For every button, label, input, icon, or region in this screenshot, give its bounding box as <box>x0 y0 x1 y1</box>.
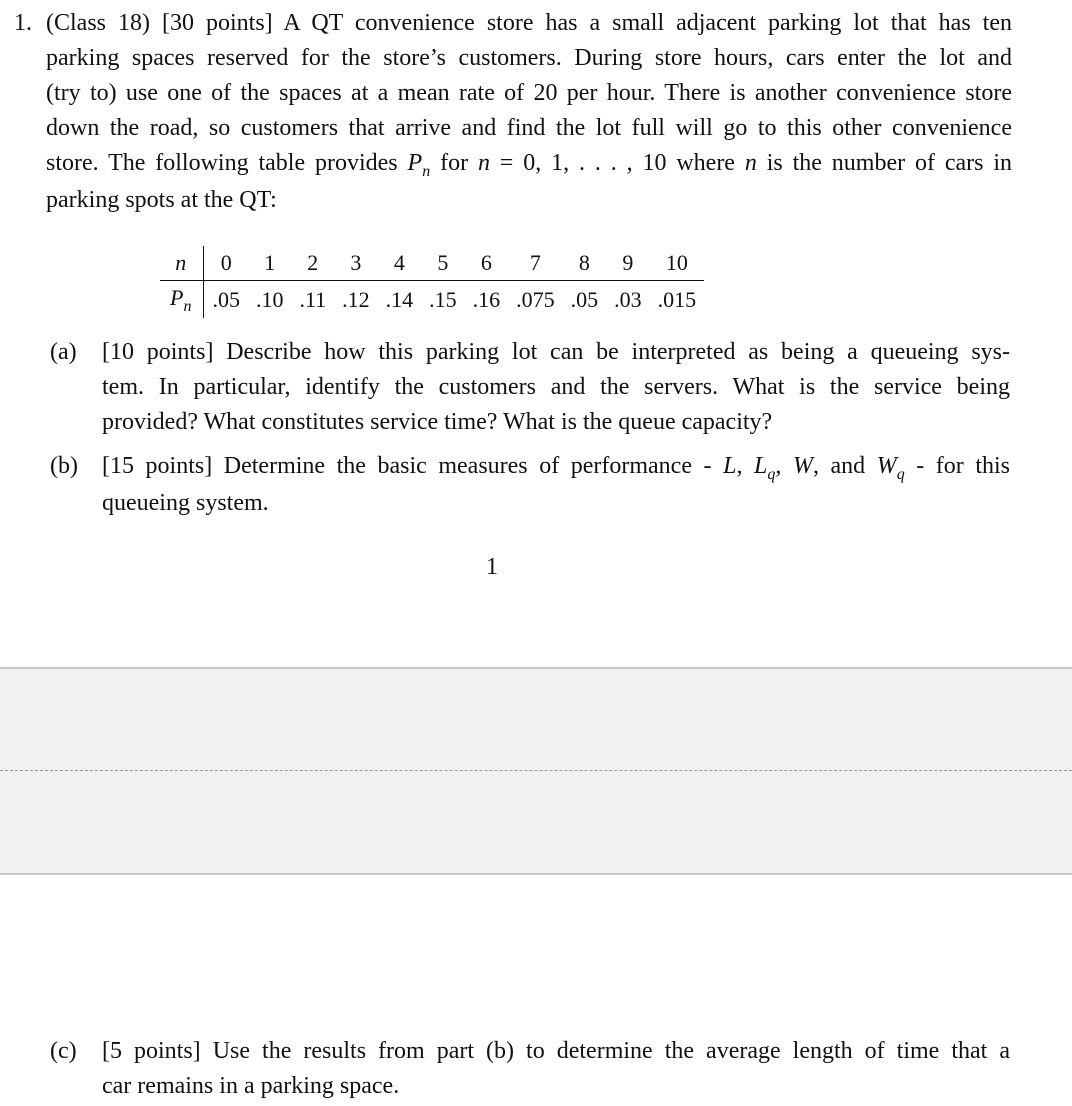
table-cell-n: 6 <box>465 246 509 281</box>
part-b-line-2: queueing system. <box>102 490 269 516</box>
comma: , <box>775 453 793 479</box>
line5-part-b: for <box>430 150 478 176</box>
math-n-2: n <box>744 150 757 176</box>
page-break-dashed-line <box>0 770 1072 771</box>
table-cell-p: .16 <box>472 286 501 312</box>
table-cell-p: .015 <box>657 286 697 312</box>
part-c-label: (c) <box>50 1038 77 1064</box>
part-c-text <box>102 1034 1010 1104</box>
table-cell-n: 1 <box>248 246 292 281</box>
table-cell-n: 8 <box>563 246 607 281</box>
line5-part-a: store. The following table provides <box>46 150 408 176</box>
table-cell-n: 0 <box>204 246 248 281</box>
part-b <box>50 449 1012 524</box>
part-b-label: (b) <box>50 453 78 479</box>
table-cell-p: .05 <box>212 286 240 312</box>
table-cell-n: 2 <box>291 246 334 281</box>
math-subscript-n: n <box>422 163 431 180</box>
question-line-5 <box>46 146 1012 183</box>
table-cell-n: 7 <box>508 246 563 281</box>
table-cell-n: 10 <box>650 246 705 281</box>
math-L: L <box>723 453 737 479</box>
table-header-n: n <box>160 246 204 281</box>
question-line-1: (Class 18) [30 points] A QT convenience store has a small adjacent parking lot that has ten <box>46 10 1012 36</box>
line5-part-d: is the number of cars in <box>756 150 1013 176</box>
table-cell-n: 4 <box>378 246 422 281</box>
table-cell-p: .15 <box>429 286 457 312</box>
table-row-n <box>160 246 704 281</box>
math-Wq: W <box>876 453 897 479</box>
table-cell-p: .03 <box>614 286 642 312</box>
part-a-label: (a) <box>50 339 77 365</box>
table-cell-n: 5 <box>421 246 465 281</box>
part-a-line-1: [10 points] Describe how this parking lot can be interpreted as being a queueing sys- <box>102 339 1010 365</box>
part-b-text-a: [15 points] Determine the basic measures of performance - <box>102 453 724 479</box>
part-c <box>50 1034 1012 1106</box>
page-break-gap <box>0 667 1072 875</box>
table-cell-p: .075 <box>516 286 555 312</box>
table-cell-n: 3 <box>334 246 378 281</box>
math-P: P <box>407 150 423 176</box>
part-a <box>50 335 1012 445</box>
table-cell-p: .05 <box>570 286 599 312</box>
question-line-4: down the road, so customers that arrive and find the lot full will go to this other convenience <box>46 115 1012 141</box>
math-n: n <box>477 150 490 176</box>
part-a-text <box>102 335 1010 440</box>
header-P-subscript: n <box>183 298 192 315</box>
math-subscript-q: q <box>767 466 776 483</box>
part-b-text-b: - for this <box>904 453 1011 479</box>
question-text <box>46 6 1012 218</box>
question-number: 1. <box>14 10 32 36</box>
line5-part-c: = 0, 1, . . . , 10 where <box>489 150 745 176</box>
part-b-line-1 <box>102 449 1010 486</box>
math-subscript-q: q <box>896 466 905 483</box>
part-c-line-2: car remains in a parking space. <box>102 1073 400 1099</box>
table-row-p <box>160 281 704 319</box>
table-cell-n: 9 <box>606 246 650 281</box>
part-a-line-3: provided? What constitutes service time? What is the queue capacity? <box>102 409 773 435</box>
part-a-line-2: tem. In particular, identify the customers and the servers. What is the service being <box>102 374 1010 400</box>
math-W: W <box>792 453 813 479</box>
part-b-text <box>102 449 1010 521</box>
question-line-2: parking spaces reserved for the store’s customers. During store hours, cars enter the lot and <box>46 45 1012 71</box>
part-c-line-1: [5 points] Use the results from part (b) to determine the average length of time that a <box>102 1038 1010 1064</box>
table-cell-p: .14 <box>385 286 414 312</box>
question-line-3: (try to) use one of the spaces at a mean rate of 20 per hour. There is another convenience store <box>46 80 1012 106</box>
header-P: P <box>170 285 184 310</box>
probability-table <box>160 246 704 318</box>
table-header-p <box>160 281 204 319</box>
question-line-6: parking spots at the QT: <box>46 187 277 213</box>
page-number: 1 <box>486 554 498 580</box>
math-Lq: L <box>754 453 768 479</box>
table-cell-p: .10 <box>255 286 284 312</box>
and-text: , and <box>812 453 877 479</box>
table-cell-p: .11 <box>299 286 327 312</box>
table-cell-p: .12 <box>342 286 370 312</box>
comma: , <box>736 453 755 479</box>
